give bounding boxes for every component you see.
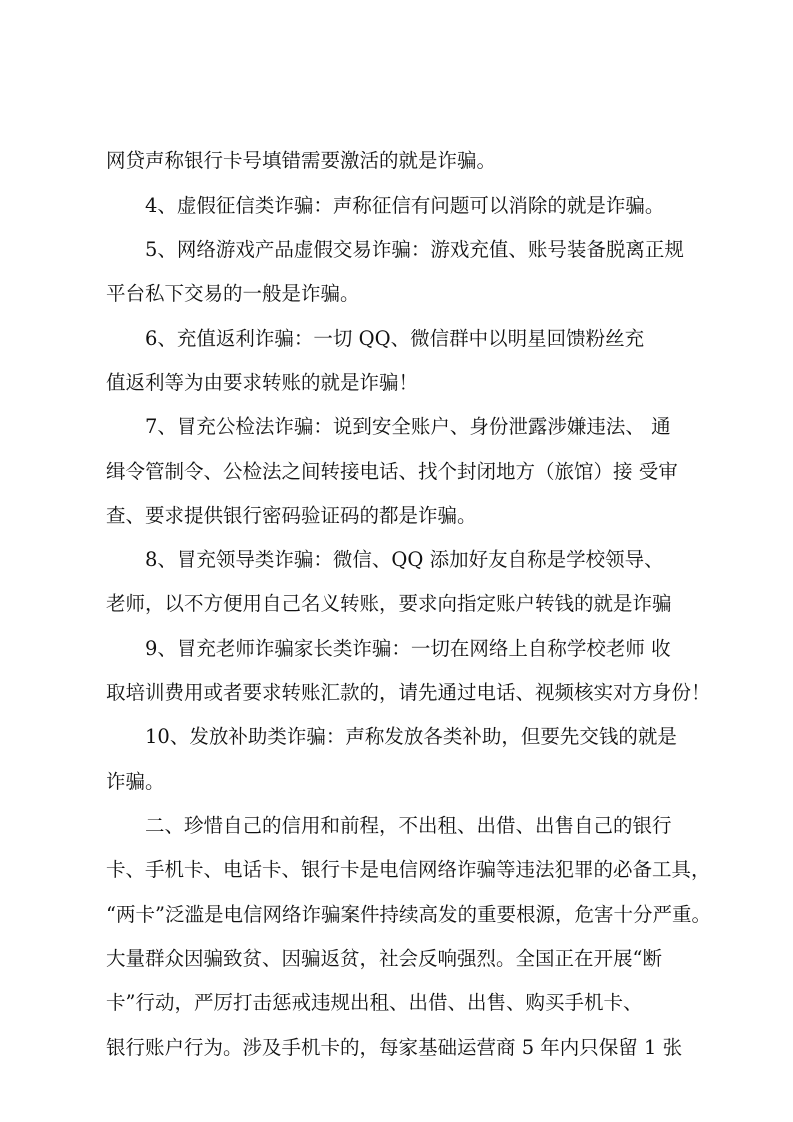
text-line: 诈骗。 <box>106 770 165 793</box>
text-line: 5、网络游戏产品虚假交易诈骗：游戏充值、账号装备脱离正规 <box>145 238 684 261</box>
text-line: 10、发放补助类诈骗：声称发放各类补助，但要先交钱的就是 <box>145 725 677 748</box>
text-line: 卡”行动，严厉打击惩戒违规出租、出借、出售、购买手机卡、 <box>106 991 643 1014</box>
text-line: 大量群众因骗致贫、因骗返贫，社会反响强烈。全国正在开展“断 <box>106 947 662 970</box>
text-line: 9、冒充老师诈骗家长类诈骗：一切在网络上自称学校老师 收 <box>145 637 671 660</box>
text-line: 卡、手机卡、电话卡、银行卡是电信网络诈骗等违法犯罪的必备工具， <box>106 858 711 881</box>
text-line: 老师，以不方便用自己名义转账，要求向指定账户转钱的就是诈骗 <box>106 592 672 615</box>
text-line: 查、要求提供银行密码验证码的都是诈骗。 <box>106 504 477 527</box>
text-line: “两卡”泛滥是电信网络诈骗案件持续高发的重要根源，危害十分严重。 <box>106 903 711 926</box>
text-line: 7、冒充公检法诈骗：说到安全账户、身份泄露涉嫌违法、 通 <box>145 415 671 438</box>
text-line: 值返利等为由要求转账的就是诈骗！ <box>106 371 419 394</box>
text-line: 网贷声称银行卡号填错需要激活的就是诈骗。 <box>106 149 497 172</box>
text-line: 二、珍惜自己的信用和前程，不出租、出借、出售自己的银行 <box>145 814 672 837</box>
text-line: 缉令管制令、公检法之间转接电话、找个封闭地方（旅馆）接 受审 <box>106 460 678 483</box>
text-line: 平台私下交易的一般是诈骗。 <box>106 282 360 305</box>
text-line: 8、冒充领导类诈骗：微信、QQ 添加好友自称是学校领导、 <box>145 548 664 571</box>
text-line: 6、充值返利诈骗：一切 QQ、微信群中以明星回馈粉丝充 <box>145 327 645 350</box>
text-line: 4、虚假征信类诈骗：声称征信有问题可以消除的就是诈骗。 <box>145 194 665 217</box>
text-line: 银行账户行为。涉及手机卡的，每家基础运营商 5 年内只保留 1 张 <box>106 1036 683 1059</box>
text-line: 取培训费用或者要求转账汇款的，请先通过电话、视频核实对方身份！ <box>106 681 711 704</box>
